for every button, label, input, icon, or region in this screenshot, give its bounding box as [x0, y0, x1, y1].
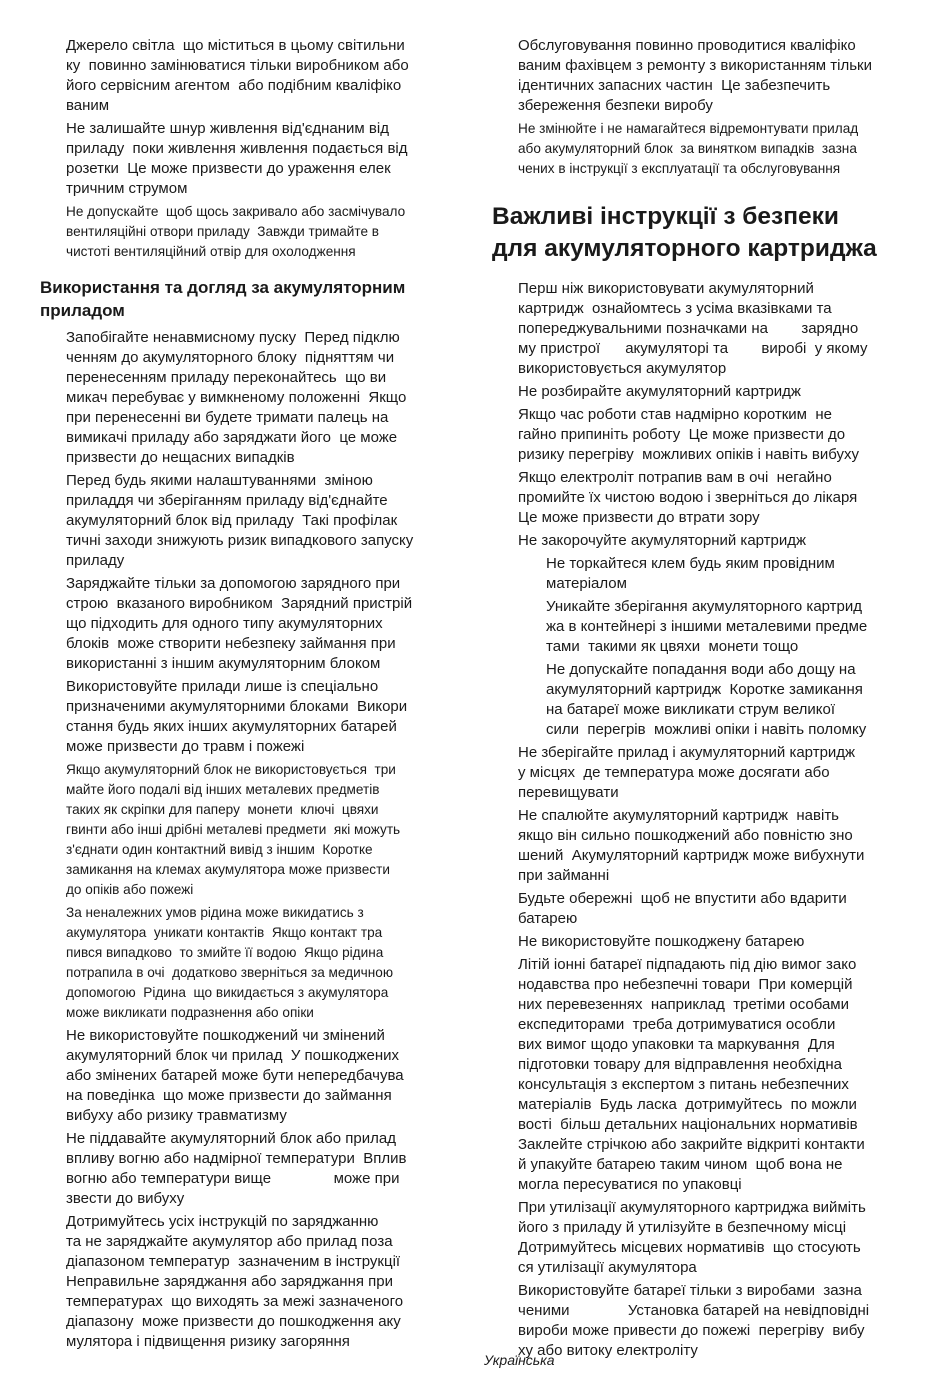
- paragraph: [492, 531, 917, 551]
- text-line: вентиляційні отвори приладу Завжди тримайте в: [66, 224, 380, 239]
- text-line: шений Акумуляторний картридж може вибухнути: [518, 847, 865, 864]
- paragraph: [40, 119, 465, 199]
- text-line: Якщо час роботи став надмірно коротким не: [518, 406, 832, 423]
- paragraph: [40, 574, 465, 674]
- paragraph: [40, 328, 465, 468]
- paragraph: [40, 1026, 465, 1126]
- text-line: у місцях де температура може досягати або: [518, 764, 830, 781]
- text-line: ченням до акумуляторного блоку підняттям чи: [66, 349, 395, 366]
- text-line: Не зберігайте прилад і акумуляторний картридж: [518, 744, 856, 761]
- footer-language: Українська: [484, 1352, 555, 1368]
- text-line: тричним струмом: [66, 180, 188, 197]
- text-line: Уникайте зберігання акумуляторного картрид: [546, 598, 863, 615]
- section-heading-battery-cartridge-safety: [492, 201, 917, 265]
- text-line: тичні заходи знижують ризик випадкового запуску: [66, 532, 414, 549]
- text-line: діапазону може призвести до пошкодження аку: [66, 1313, 401, 1330]
- text-line: матеріалів Будь ласка дотримуйтесь по можли: [518, 1096, 857, 1113]
- text-line: температурах що виходять за межі зазначеного: [66, 1293, 404, 1310]
- text-line: Заклейте стрічкою або закрийте відкриті контакти: [518, 1136, 865, 1153]
- left-column: [40, 36, 465, 1355]
- paragraph: [492, 36, 917, 116]
- text-line: акумуляторний блок від приладу Такі профілак: [66, 512, 398, 529]
- text-line: майте його подалі від інших металевих предметів: [66, 782, 380, 797]
- text-line: при перенесенні ви будете тримати палець на: [66, 409, 389, 426]
- text-line: микач перебуває у вимкненому положенні Якщо: [66, 389, 407, 406]
- text-line: Не розбирайте акумуляторний картридж: [518, 383, 801, 400]
- text-line: При утилізації акумуляторного картриджа вийміть: [518, 1199, 866, 1216]
- paragraph: [492, 806, 917, 886]
- text-line: приладу: [66, 552, 125, 569]
- text-line: використанні з іншим акумуляторним блоком: [66, 655, 381, 672]
- paragraph: [40, 471, 465, 571]
- heading-line: приладом: [40, 301, 125, 320]
- text-line: мулятора і підвищення ризику загоряння: [66, 1333, 350, 1350]
- text-line: або акумуляторний блок за винятком випадків зазна: [518, 141, 857, 156]
- text-line: Перш ніж використовувати акумуляторний: [518, 280, 814, 297]
- text-line: Якщо електроліт потрапив вам в очі негайно: [518, 469, 832, 486]
- text-line: блоків може створити небезпеку займання при: [66, 635, 396, 652]
- paragraph: [492, 932, 917, 952]
- heading-line: для акумуляторного картриджа: [492, 235, 877, 262]
- text-line: Використовуйте батареї тільки з виробами зазна: [518, 1282, 862, 1299]
- text-line: промийте їх чистою водою і зверніться до лікаря: [518, 489, 858, 506]
- text-line: вироби може привести до пожежі перегріву вибу: [518, 1322, 865, 1339]
- text-line: впливу вогню або надмірної температури Вплив: [66, 1150, 407, 1167]
- right-column: [492, 36, 917, 1364]
- text-line: ідентичних запасних частин Це забезпечить: [518, 77, 831, 94]
- paragraph: [40, 1212, 465, 1352]
- text-line: та не заряджайте акумулятор або прилад поза: [66, 1233, 393, 1250]
- text-line: му пристрої акумуляторі та виробі у якому: [518, 340, 868, 357]
- text-line: Неправильне заряджання або заряджання при: [66, 1273, 393, 1290]
- text-line: Не закорочуйте акумуляторний картридж: [518, 532, 807, 549]
- text-line: його сервісним агентом або подібним кваліфіко: [66, 77, 402, 94]
- paragraph: [492, 1281, 917, 1361]
- text-line: ченими Установка батарей на невідповідні: [518, 1302, 870, 1319]
- paragraph: [492, 119, 917, 179]
- text-line: попереджувальними позначками на зарядно: [518, 320, 859, 337]
- text-line: на поведінка що може призвести до займання: [66, 1087, 392, 1104]
- text-line: могла пересуватися по упаковці: [518, 1176, 742, 1193]
- text-line: якщо він сильно пошкоджений або повністю зно: [518, 827, 853, 844]
- text-line: Не торкайтеся клем будь яким провідним: [546, 555, 835, 572]
- text-line: таких як скріпки для паперу монети ключі цвяхи: [66, 802, 379, 817]
- text-line: звести до вибуху: [66, 1190, 185, 1207]
- text-line: За неналежних умов рідина може викидатись з: [66, 905, 364, 920]
- text-line: або змінених батарей може бути непередбачува: [66, 1067, 404, 1084]
- text-line: його з приладу й утилізуйте в безпечному місці: [518, 1219, 847, 1236]
- text-line: експедиторами треба дотримуватися особли: [518, 1016, 836, 1033]
- paragraph: [40, 677, 465, 757]
- text-line: Не використовуйте пошкоджену батарею: [518, 933, 805, 950]
- text-line: вибуху або ризику травматизму: [66, 1107, 287, 1124]
- text-line: призвести до нещасних випадків: [66, 449, 295, 466]
- text-line: використовується акумулятор: [518, 360, 727, 377]
- text-line: батарею: [518, 910, 578, 927]
- text-line: вимикачі приладу або заряджати його це може: [66, 429, 398, 446]
- text-line: Не залишайте шнур живлення від'єднаним від: [66, 120, 389, 137]
- text-line: збереження безпеки виробу: [518, 97, 713, 114]
- text-line: Не допускайте попадання води або дощу на: [546, 661, 856, 678]
- paragraph: [492, 660, 917, 740]
- text-line: ризику перегріву можливих опіків і навіть вибуху: [518, 446, 860, 463]
- text-line: Літій іонні батареї підпадають під дію вимог зако: [518, 956, 857, 973]
- text-line: може викликати подразнення або опіки: [66, 1005, 314, 1020]
- text-line: може призвести до травм і пожежі: [66, 738, 305, 755]
- text-line: Заряджайте тільки за допомогою зарядного при: [66, 575, 401, 592]
- paragraph: [40, 760, 465, 900]
- left-intro: [40, 36, 465, 262]
- paragraph: [492, 743, 917, 803]
- text-line: Не спалюйте акумуляторний картридж навіть: [518, 807, 839, 824]
- text-line: розетки Це може призвести до ураження елек: [66, 160, 391, 177]
- text-line: Якщо акумуляторний блок не використовується три: [66, 762, 396, 777]
- text-line: чистоті вентиляційний отвір для охолодження: [66, 244, 356, 259]
- text-line: допомогою Рідина що викидається з акумулятора: [66, 985, 389, 1000]
- heading-line: Важливі інструкції з безпеки: [492, 203, 839, 230]
- text-line: діапазоном температур зазначеним в інструкції: [66, 1253, 401, 1270]
- paragraph: [40, 202, 465, 262]
- paragraph: [492, 468, 917, 528]
- text-line: акумуляторний картридж Коротке замикання: [546, 681, 863, 698]
- text-line: приладдя чи зберіганням приладу від'єднайте: [66, 492, 388, 509]
- text-line: жа в контейнері з іншими металевими предме: [546, 618, 868, 635]
- paragraph: [40, 36, 465, 116]
- text-line: Будьте обережні щоб не впустити або вдарити: [518, 890, 847, 907]
- text-line: з'єднати один контактний вивід з іншим Коротке: [66, 842, 373, 857]
- text-line: при займанні: [518, 867, 610, 884]
- text-line: Не допускайте щоб щось закривало або засмічувало: [66, 204, 406, 219]
- paragraph: [492, 955, 917, 1195]
- text-line: замикання на клемах акумулятора може призвести: [66, 862, 390, 877]
- right-intro: [492, 36, 917, 179]
- text-line: чених в інструкції з експлуатації та обслуговування: [518, 161, 841, 176]
- text-line: Перед будь якими налаштуваннями зміною: [66, 472, 373, 489]
- text-line: ваним: [66, 97, 110, 114]
- text-line: ху або витоку електроліту: [518, 1342, 698, 1359]
- text-line: потрапила в очі додатково зверніться за медичною: [66, 965, 394, 980]
- text-line: підготовки товару для відправлення необхідна: [518, 1056, 843, 1073]
- paragraph: [492, 279, 917, 379]
- paragraph: [40, 1129, 465, 1209]
- paragraph: [40, 903, 465, 1023]
- text-line: перенесенням приладу переконайтесь що ви: [66, 369, 387, 386]
- text-line: призначеними акумуляторними блоками Викори: [66, 698, 408, 715]
- text-line: на батареї може викликати струм великої: [546, 701, 836, 718]
- text-line: вих вимог щодо упаковки та маркування Для: [518, 1036, 835, 1053]
- text-line: вогню або температури вище може при: [66, 1170, 400, 1187]
- text-line: перевищувати: [518, 784, 619, 801]
- text-line: ваним фахівцем з ремонту з використанням тільки: [518, 57, 873, 74]
- paragraph: [492, 889, 917, 929]
- text-line: приладу поки живлення живлення подається від: [66, 140, 408, 157]
- text-line: ся утилізації акумулятора: [518, 1259, 697, 1276]
- paragraph: [492, 597, 917, 657]
- text-line: Не використовуйте пошкоджений чи змінений: [66, 1027, 385, 1044]
- text-line: Це може призвести до втрати зору: [518, 509, 760, 526]
- text-line: Обслуговування повинно проводитися кваліфіко: [518, 37, 856, 54]
- text-line: консультація з експертом з питань небезпечних: [518, 1076, 849, 1093]
- text-line: сили перегрів можливі опіки і навіть поломку: [546, 721, 867, 738]
- text-line: стання будь яких інших акумуляторних батарей: [66, 718, 397, 735]
- text-line: що підходить для одного типу акумуляторних: [66, 615, 383, 632]
- heading-line: Використання та догляд за акумуляторним: [40, 278, 406, 297]
- paragraph: [492, 382, 917, 402]
- text-line: Не піддавайте акумуляторний блок або прилад: [66, 1130, 396, 1147]
- text-line: Дотримуйтесь усіх інструкцій по заряджанню: [66, 1213, 379, 1230]
- right-items: [492, 279, 917, 1361]
- text-line: й упакуйте батарею таким чином щоб вона не: [518, 1156, 843, 1173]
- text-line: них перевезеннях наприклад третіми особами: [518, 996, 850, 1013]
- text-line: картридж ознайомтесь з усіма вказівками та: [518, 300, 832, 317]
- section-heading-battery-tool-use: [40, 276, 465, 322]
- paragraph: [492, 554, 917, 594]
- text-line: матеріалом: [546, 575, 627, 592]
- text-line: Не змінюйте і не намагайтеся відремонтувати прилад: [518, 121, 859, 136]
- text-line: строю вказаного виробником Зарядний пристрій: [66, 595, 413, 612]
- text-line: пився випадково то змийте її водою Якщо рідина: [66, 945, 384, 960]
- paragraph: [492, 405, 917, 465]
- text-line: Запобігайте ненавмисному пуску Перед підклю: [66, 329, 400, 346]
- text-line: гвинти або інші дрібні металеві предмети які можуть: [66, 822, 401, 837]
- text-line: до опіків або пожежі: [66, 882, 194, 897]
- text-line: гайно припиніть роботу Це може призвести до: [518, 426, 846, 443]
- text-line: ку повинно замінюватися тільки виробником або: [66, 57, 409, 74]
- text-line: нодавства про небезпечні товари При комерцій: [518, 976, 853, 993]
- paragraph: [492, 1198, 917, 1278]
- text-line: тами такими як цвяхи монети тощо: [546, 638, 799, 655]
- text-line: вості більш детальних національних нормативів: [518, 1116, 858, 1133]
- text-line: Джерело світла що міститься в цьому світильни: [66, 37, 405, 54]
- text-line: Дотримуйтесь місцевих нормативів що стосують: [518, 1239, 861, 1256]
- text-line: Використовуйте прилади лише із спеціально: [66, 678, 379, 695]
- left-items: [40, 328, 465, 1352]
- text-line: акумулятора уникати контактів Якщо контакт тра: [66, 925, 383, 940]
- text-line: акумуляторний блок чи прилад У пошкоджених: [66, 1047, 400, 1064]
